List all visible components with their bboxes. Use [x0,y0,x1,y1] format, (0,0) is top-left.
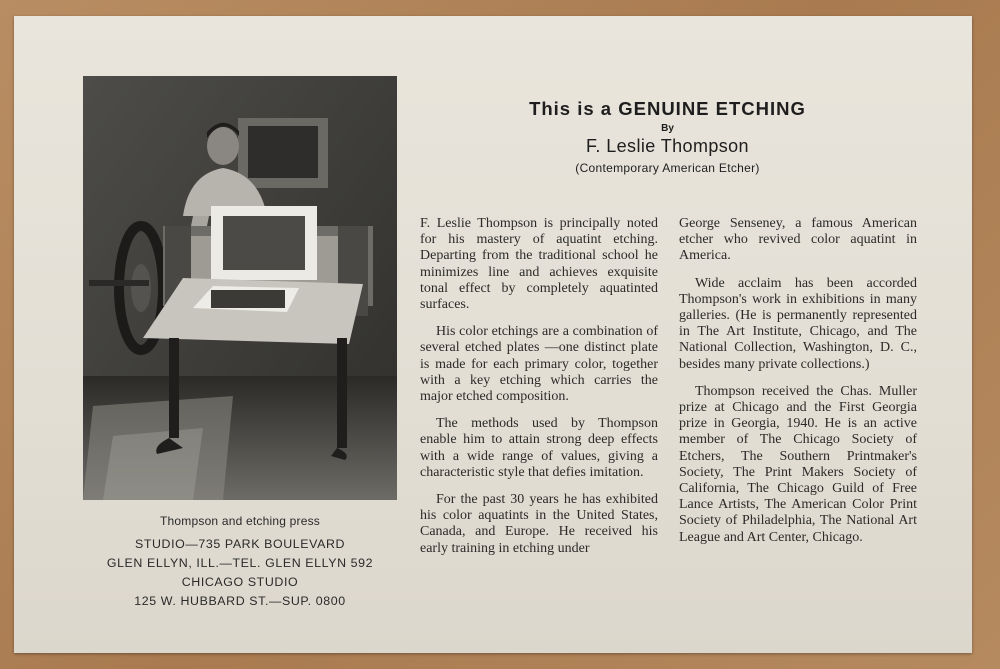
chicago-studio-address: 125 W. HUBBARD ST.—SUP. 0800 [134,594,346,608]
artist-subtitle: (Contemporary American Etcher) [575,161,760,175]
body-column-left [420,216,658,568]
paragraph: Wide acclaim has been accorded Thompson's work in exhibitions in many galleries. (He is permanently represented in The Art Institute, Chicago, and The National Collection, Washington, D. C., besides many private collections.) [679,275,917,372]
body-column-right [679,216,917,557]
chicago-studio-label: CHICAGO STUDIO [181,575,299,589]
studio-address-line: STUDIO—735 PARK BOULEVARD [134,537,346,551]
headline-emphasis: GENUINE ETCHING [618,98,806,119]
artist-name: F. Leslie Thompson [586,136,749,156]
paragraph: The methods used by Thompson enable him to attain strong deep effects with a wide range of values, giving a characteristic style that defies imitation. [420,416,658,480]
certificate-heading [420,98,915,175]
paragraph: For the past 30 years he has exhibited his color aquatints in the United States, Canada, and Europe. He received his early training in etching under [420,492,658,556]
etching-press-photo-illustration [83,76,397,500]
paragraph: George Senseney, a famous American etcher who revived color aquatint in America. [679,216,917,264]
studio-city-phone-line: GLEN ELLYN, ILL.—TEL. GLEN ELLYN 592 [106,556,374,570]
paragraph: F. Leslie Thompson is principally noted for his mastery of aquatint etching. Departing from the traditional school he minimizes line and achieves exquisite tonal effect by completely aquatinted surfaces. [420,216,658,313]
paragraph: Thompson received the Chas. Muller prize at Chicago and the First Georgia prize in Georgia, 1940. He is an active member of The Chicago Society of Etchers, The Southern Printmaker's Society, The Print Makers Society of California, The Chicago Guild of Free Lance Artists, The American Color Print Society of Philadelphia, The National Art League and Art Center, Chicago. [679,383,917,545]
headline-title [420,98,915,120]
headline-prefix: This is a [529,98,613,119]
artist-photo [83,76,397,500]
photo-caption: Thompson and etching press [160,514,320,528]
paragraph: His color etchings are a combination of several etched plates —one distinct plate is made for each primary color, together with a key etching which carries the major etched composition. [420,324,658,405]
headline-by: By [661,123,674,134]
photo-caption-block [90,514,390,611]
